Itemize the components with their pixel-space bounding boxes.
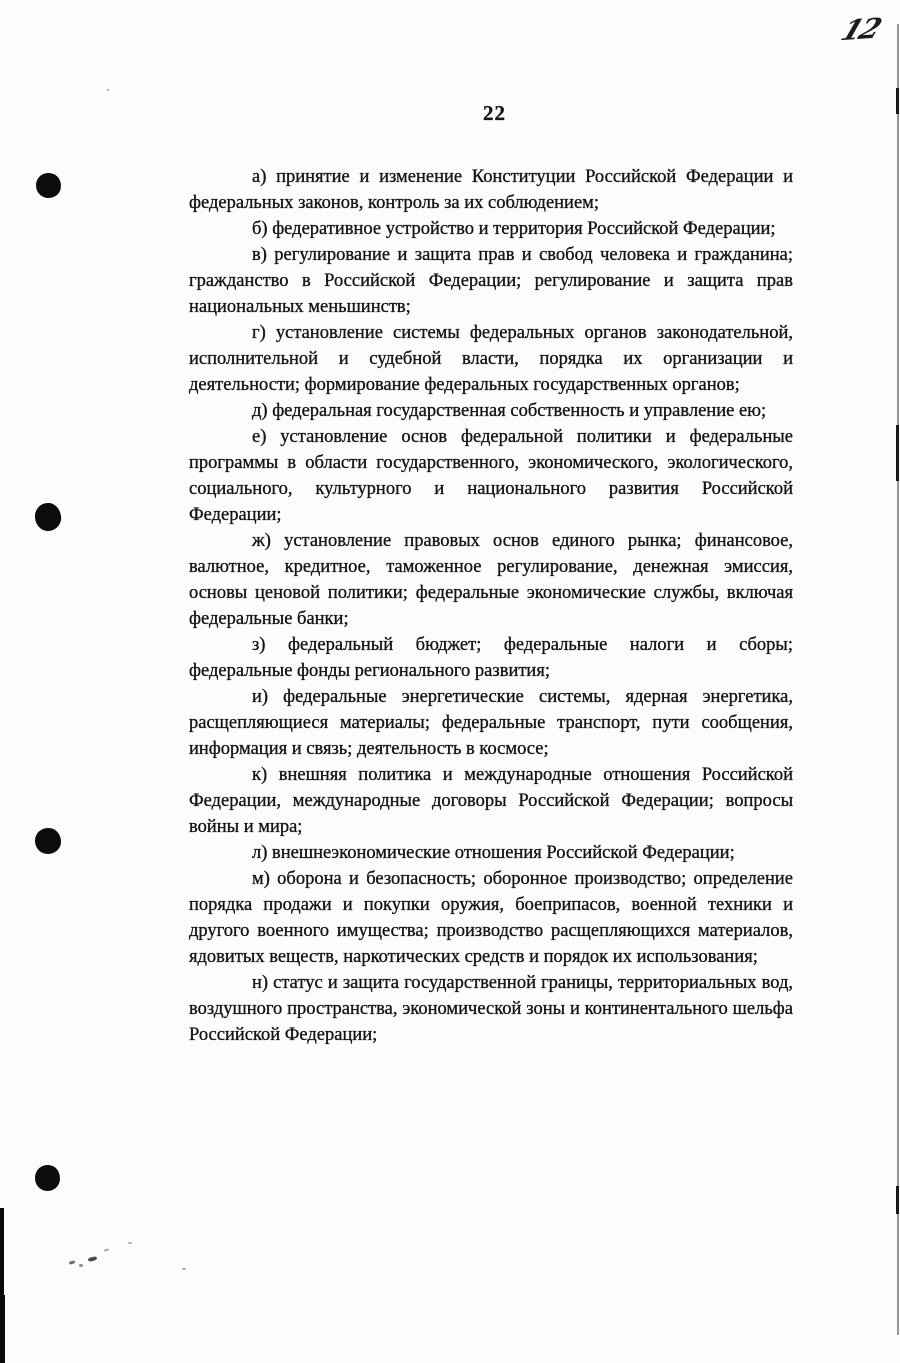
paragraph: к) внешняя политика и международные отношения Российской Федерации, международные договоры Российской Федерации; вопросы войны и мира; xyxy=(189,765,793,837)
paragraph: н) статус и защита государственной границы, территориальных вод, воздушного пространства, экономической зоны и континентального шельфа Российской Федерации; xyxy=(189,973,793,1045)
right-edge-scan-line-segment xyxy=(896,425,899,481)
paragraph: д) федеральная государственная собственность и управление ею; xyxy=(252,401,767,421)
right-edge-scan-line-segment xyxy=(896,88,899,114)
printed-page-number: 22 xyxy=(483,101,506,125)
paragraph: л) внешнеэкономические отношения Российской Федерации; xyxy=(252,843,735,863)
left-edge-scan-bar-wide xyxy=(0,1295,5,1363)
punch-hole-mark-2 xyxy=(34,502,63,533)
pencil-scribble xyxy=(79,1264,83,1267)
paragraph: ж) установление правовых основ единого рынка; финансовое, валютное, кредитное, таможенное регулирование, денежная эмиссия, основы ценовой политики; федеральные экономические службы, включая федеральные банки; xyxy=(189,531,793,629)
paragraph: б) федеративное устройство и территория Российской Федерации; xyxy=(252,219,776,239)
handwritten-page-number: 12 xyxy=(836,11,885,48)
punch-hole-mark-1 xyxy=(34,171,62,199)
pencil-scribble xyxy=(128,1242,132,1244)
paragraph: и) федеральные энергетические системы, ядерная энергетика, расщепляющиеся материалы; федеральные транспорт, пути сообщения, информация и связь; деятельность в космосе; xyxy=(189,687,793,759)
punch-hole-mark-4 xyxy=(34,1164,61,1192)
paragraph: а) принятие и изменение Конституции Российской Федерации и федеральных законов, контроль за их соблюдением; xyxy=(189,167,793,213)
pencil-scribble xyxy=(104,1248,109,1252)
pencil-scribble xyxy=(88,1256,98,1262)
right-edge-scan-line xyxy=(897,24,899,1335)
paragraph: е) установление основ федеральной политики и федеральные программы в области государственного, экономического, экологического, социального, культурного и национального развития Российской Федерации; xyxy=(189,427,793,525)
scan-speck xyxy=(107,89,109,91)
paragraph: г) установление системы федеральных органов законодательной, исполнительной и судебной власти, порядка их организации и деятельности; формирование федеральных государственных органов; xyxy=(189,323,793,395)
pencil-scribble xyxy=(69,1260,76,1265)
right-edge-scan-line-segment xyxy=(896,1186,899,1214)
pencil-scribble xyxy=(182,1268,186,1270)
paragraph: з) федеральный бюджет; федеральные налоги и сборы; федеральные фонды регионального развития; xyxy=(189,635,793,681)
document-body xyxy=(189,164,793,1048)
paragraph: в) регулирование и защита прав и свобод человека и гражданина; гражданство в Российской Федерации; регулирование и защита прав национальных меньшинств; xyxy=(189,245,793,317)
punch-hole-mark-3 xyxy=(35,828,61,854)
paragraph: м) оборона и безопасность; оборонное производство; определение порядка продажи и покупки оружия, боеприпасов, военной техники и другого военного имущества; производство расщепляющихся материалов, ядовитых веществ, наркотических средств и порядок их использования; xyxy=(189,869,793,967)
